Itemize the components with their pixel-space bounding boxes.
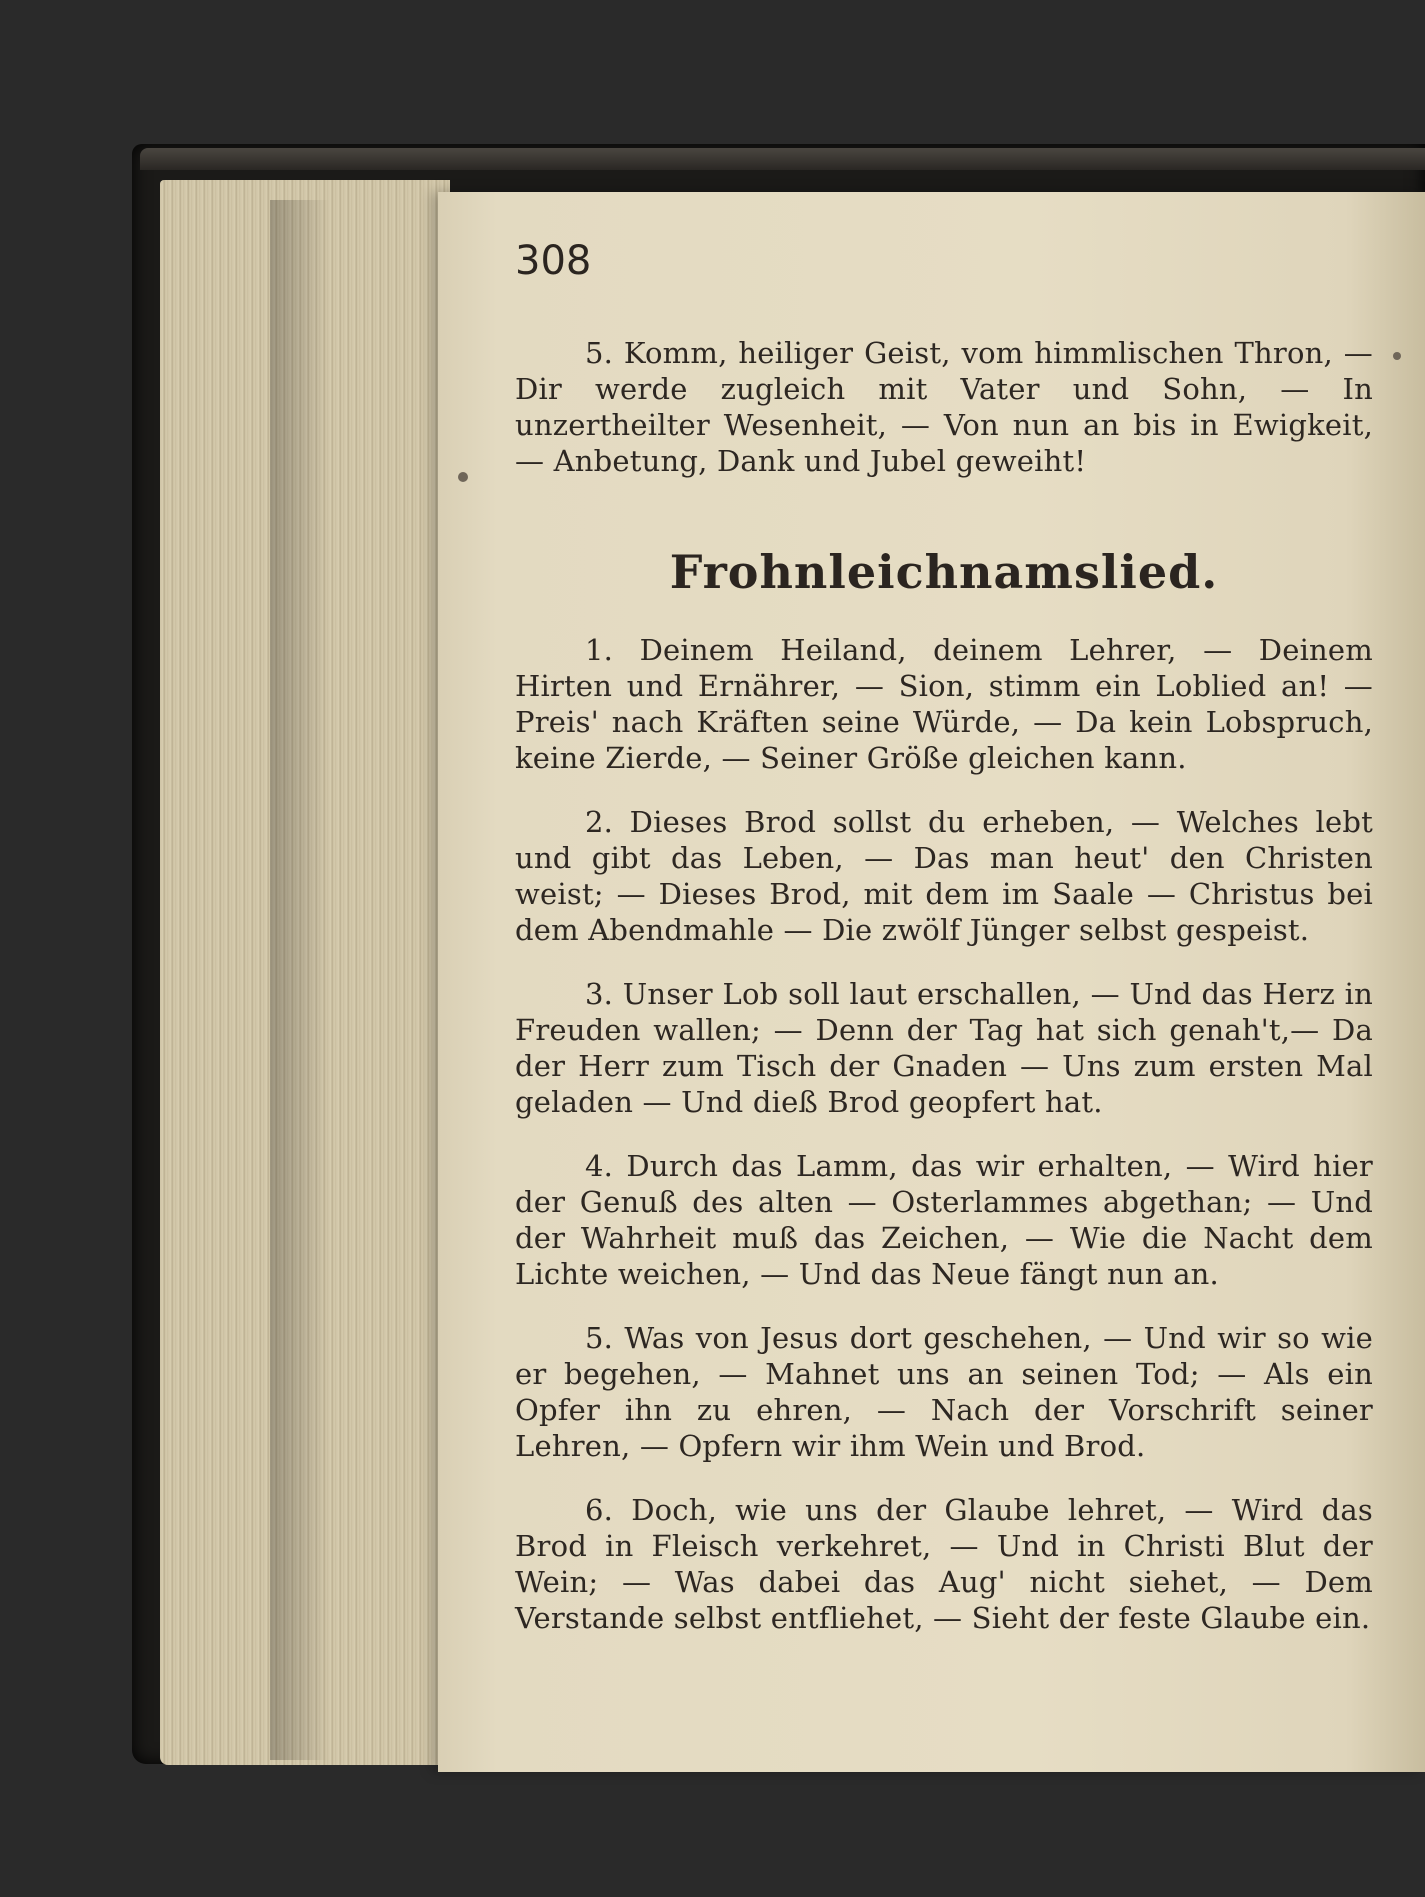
stanza-5: 5. Was von Jesus dort geschehen, — Und wir so wie er begehen, — Mahnet uns an seinen Tod; — Als ein Opfer ihn zu ehren, — Nach der Vorschrift seiner Lehren, — Opfern wir ihm Wein und Brod.	[515, 1321, 1373, 1463]
cover-spine-edge	[140, 148, 1425, 170]
stanza-3: 3. Unser Lob soll laut erschallen, — Und das Herz in Freuden wallen; — Denn der Tag hat sich genah't,— Da der Herr zum Tisch der Gnaden — Uns zum ersten Mal geladen — Und dieß Brod geopfert hat.	[515, 977, 1373, 1119]
page-spot	[458, 472, 468, 482]
stanza-1: 1. Deinem Heiland, deinem Lehrer, — Deinem Hirten und Ernährer, — Sion, stimm ein Loblied an! — Preis' nach Kräften seine Würde, — Da kein Lobspruch, keine Zierde, — Seiner Größe gleichen kann.	[515, 633, 1373, 775]
stanza-2: 2. Dieses Brod sollst du erheben, — Welches lebt und gibt das Leben, — Das man heut' den Christen weist; — Dieses Brod, mit dem im Saale — Christus bei dem Abendmahle — Die zwölf Jünger selbst gespeist.	[515, 805, 1373, 947]
stanza-top: 5. Komm, heiliger Geist, vom himmlischen Thron, — Dir werde zugleich mit Vater und Sohn, — In unzertheilter Wesenheit, — Von nun an bis in Ewigkeit, — Anbetung, Dank und Jubel geweiht!	[515, 336, 1373, 478]
page-number: 308	[515, 238, 592, 284]
page-spot	[1393, 352, 1401, 360]
page-edge-shadow	[270, 200, 330, 1760]
hymn-title: Frohnleichnamslied.	[669, 545, 1219, 599]
stanza-6: 6. Doch, wie uns der Glaube lehret, — Wird das Brod in Fleisch verkehret, — Und in Christi Blut der Wein; — Was dabei das Aug' nicht siehet, — Dem Verstande selbst entfliehet, — Sieht der feste Glaube ein.	[515, 1493, 1373, 1635]
stanza-4: 4. Durch das Lamm, das wir erhalten, — Wird hier der Genuß des alten — Osterlammes abgethan; — Und der Wahrheit muß das Zeichen, — Wie die Nacht dem Lichte weichen, — Und das Neue fängt nun an.	[515, 1149, 1373, 1291]
